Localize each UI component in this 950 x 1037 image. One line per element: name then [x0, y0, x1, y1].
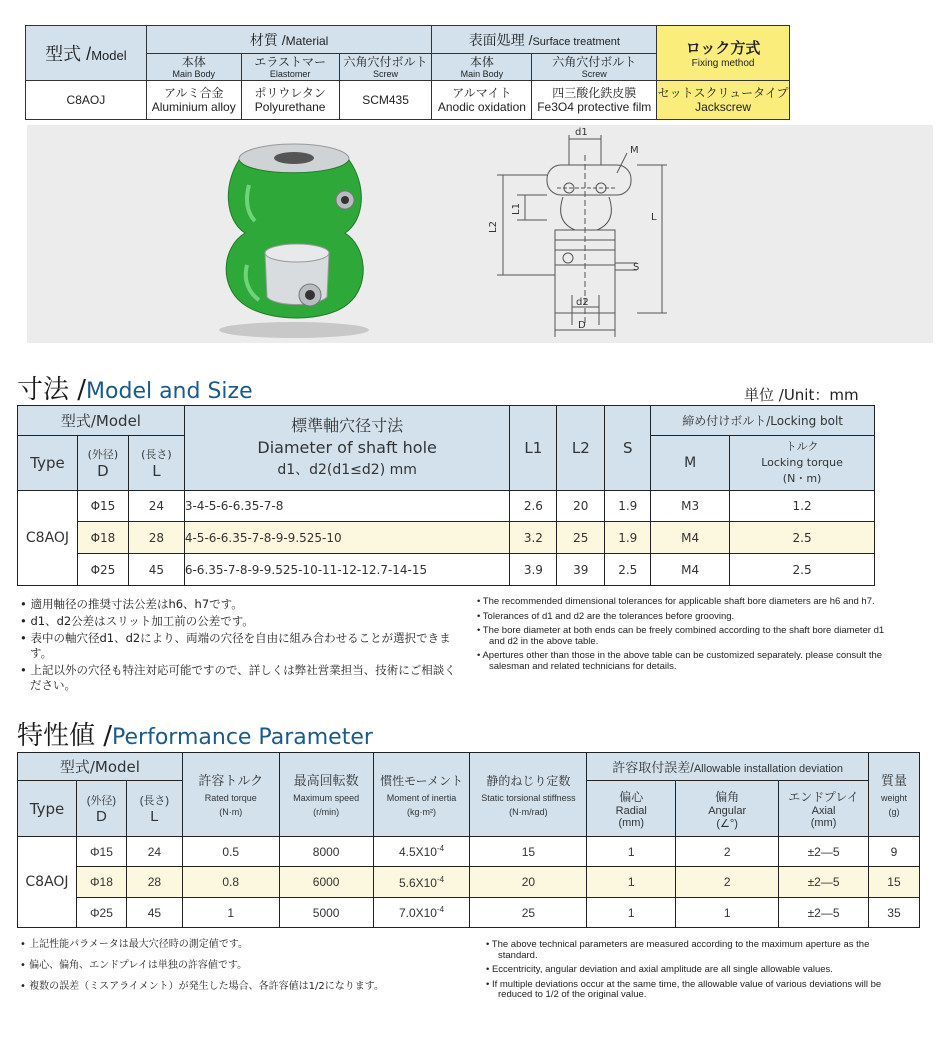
size-holes: 6-6.35-7-8-9-9.525-10-11-12-12.7-14-15 [184, 554, 510, 586]
size-type-value: C8AOJ [18, 491, 78, 586]
list-item: • 適用軸径の推奨寸法公差はh6、h7です。 [20, 597, 243, 611]
size-L1: 2.6 [510, 491, 557, 522]
size-model-header: 型式/Model [18, 406, 185, 436]
L2-header: L2 [557, 406, 605, 491]
perf-torque: 0.8 [182, 867, 279, 898]
stiffness-header: 静的ねじり定数 Static torsional stiffness (N·m/rad) [470, 753, 587, 837]
size-D: Φ25 [77, 554, 128, 586]
perf-D-header: (外径) D [76, 781, 126, 837]
perf-speed: 5000 [279, 898, 373, 928]
dim-S-label: S [633, 262, 640, 273]
list-item: • Apertures other than those in the above table can be customized separately. please consult the salesman and related technicians for details. [477, 650, 883, 672]
perf-axial: ±2—5 [779, 837, 869, 867]
D-header: (外径) D [77, 436, 128, 491]
surface-header: 表面処理 /Surface treatment [432, 26, 657, 54]
size-torque: 2.5 [730, 554, 875, 586]
screw-material: SCM435 [339, 81, 432, 120]
perf-weight: 9 [868, 837, 919, 867]
table-row [18, 522, 875, 554]
list-item: • d1、d2公差はスリット加工前の公差です。 [20, 614, 254, 628]
size-M: M4 [651, 522, 730, 554]
size-holes: 3-4-5-6-6.35-7-8 [184, 491, 510, 522]
rated-torque-header: 許容トルク Rated torque (N·m) [182, 753, 279, 837]
weight-header: 質量 weight (g) [868, 753, 919, 837]
list-item: • Tolerances of d1 and d2 are the tolerances before grooving. [477, 610, 735, 622]
size-L2: 20 [557, 491, 605, 522]
size-L: 24 [128, 491, 184, 522]
S-header: S [605, 406, 651, 491]
perf-type-value: C8AOJ [18, 837, 77, 928]
main-body-material: アルミ合金 Aluminium alloy [146, 81, 241, 120]
perf-angular: 2 [676, 837, 779, 867]
fixing-method: セットスクリュータイプ Jackscrew [657, 81, 790, 120]
hole-diameter-header: 標準軸穴径寸法 Diameter of shaft hole d1、d2(d1≤d2) mm [184, 406, 510, 491]
surface-screw: 四三酸化鉄皮膜 Fe3O4 protective film [532, 81, 657, 120]
size-L2: 39 [557, 554, 605, 586]
table-row [18, 898, 920, 928]
material-model-header: 型式 /Model [26, 26, 147, 81]
list-item: • Eccentricity, angular deviation and axial amplitude are all single allowable values. [486, 964, 833, 975]
inertia-header: 慣性モーメント Moment of inertia (kg·m²) [373, 753, 470, 837]
size-torque: 1.2 [730, 491, 875, 522]
list-item: • 上記性能パラメータは最大穴径時の測定値です。 [20, 939, 248, 950]
size-table [17, 405, 875, 586]
dim-L1-label: L1 [511, 203, 522, 215]
perf-radial: 1 [587, 837, 676, 867]
perf-section-title: 特性値 /Performance Parameter [17, 721, 373, 751]
perf-radial: 1 [587, 898, 676, 928]
perf-D: Φ25 [76, 898, 126, 928]
surface-body: アルマイト Anodic oxidation [432, 81, 532, 120]
list-item: • 複数の誤差（ミスアライメント）が発生した場合、各許容値は1/2になります。 [20, 981, 384, 992]
perf-angular: 1 [676, 898, 779, 928]
dim-d1-label: d1 [575, 127, 588, 138]
size-L1: 3.9 [510, 554, 557, 586]
perf-L-header: (長さ) L [126, 781, 182, 837]
perf-inertia: $5.6X10^{-4}$ [373, 867, 470, 898]
torque-header: トルク Locking torque (N・m) [730, 436, 875, 491]
table-row [18, 867, 920, 898]
list-item: • The above technical parameters are measured according to the maximum aperture as the standard. [486, 939, 870, 961]
size-L2: 25 [557, 522, 605, 554]
perf-L: 45 [126, 898, 182, 928]
deviation-header: 許容取付誤差/Allowable installation deviation [587, 753, 869, 781]
angular-header: 偏角 Angular (∠°) [676, 781, 779, 837]
perf-axial: ±2—5 [779, 898, 869, 928]
radial-header: 偏心 Radial (mm) [587, 781, 676, 837]
table-row [18, 554, 875, 586]
L-header: (長さ) L [128, 436, 184, 491]
technical-drawing [27, 125, 933, 343]
dim-L-label: L [651, 212, 657, 223]
perf-L: 28 [126, 867, 182, 898]
perf-stiffness: 20 [470, 867, 587, 898]
col-screw: 六角穴付ボルト Screw [339, 54, 432, 81]
size-section-title: 寸法 /Model and Size [17, 375, 253, 405]
performance-table [17, 752, 920, 928]
list-item: • The recommended dimensional tolerances for applicable shaft bore diameters are h6 and h7. [477, 596, 875, 607]
material-model-value: C8AOJ [26, 81, 147, 120]
size-notes-jp [20, 597, 460, 695]
size-torque: 2.5 [730, 522, 875, 554]
size-D: Φ15 [77, 491, 128, 522]
table-row [18, 837, 920, 867]
size-M: M3 [651, 491, 730, 522]
unit-label: 単位 /Unit：mm [744, 386, 859, 404]
col-elastomer: エラストマー Elastomer [241, 54, 339, 81]
size-S: 1.9 [605, 522, 651, 554]
perf-inertia: $7.0X10^{-4}$ [373, 898, 470, 928]
L1-header: L1 [510, 406, 557, 491]
list-item: • 上記以外の穴径も特注対応可能ですので、詳しくは弊社営業担当、技術にご相談ください。 [20, 663, 456, 692]
perf-type-header: Type [18, 781, 77, 837]
elastomer-material: ポリウレタン Polyurethane [241, 81, 339, 120]
dim-L2-label: L2 [488, 221, 499, 233]
size-notes-en [477, 597, 902, 676]
list-item: • 表中の軸穴径d1、d2により、両端の穴径を自由に組み合わせることが選択できます。 [20, 631, 451, 660]
perf-stiffness: 15 [470, 837, 587, 867]
product-figure [27, 125, 933, 343]
perf-L: 24 [126, 837, 182, 867]
type-header: Type [18, 436, 78, 491]
dim-M-label: M [630, 145, 639, 156]
size-L: 28 [128, 522, 184, 554]
perf-angular: 2 [676, 867, 779, 898]
size-L: 45 [128, 554, 184, 586]
locking-bolt-header: 締め付けボルト/Locking bolt [651, 406, 875, 436]
perf-radial: 1 [587, 867, 676, 898]
perf-model-header: 型式/Model [18, 753, 183, 781]
perf-weight: 15 [868, 867, 919, 898]
material-header: 材質 /Material [146, 26, 432, 54]
perf-torque: 0.5 [182, 837, 279, 867]
size-holes: 4-5-6-6.35-7-8-9-9.525-10 [184, 522, 510, 554]
perf-D: Φ18 [76, 867, 126, 898]
perf-D: Φ15 [76, 837, 126, 867]
size-S: 2.5 [605, 554, 651, 586]
dim-D-label: D [578, 320, 586, 331]
perf-speed: 6000 [279, 867, 373, 898]
perf-speed: 8000 [279, 837, 373, 867]
max-speed-header: 最高回転数 Maximum speed (r/min) [279, 753, 373, 837]
material-table [25, 25, 790, 120]
axial-header: エンドプレイ Axial (mm) [779, 781, 869, 837]
list-item: • If multiple deviations occur at the same time, the allowable value of various deviations will be reduced to 1/2 of the original value. [486, 978, 882, 1000]
fixing-method-header: ロック方式 Fixing method [657, 26, 790, 81]
M-header: M [651, 436, 730, 491]
perf-inertia: $4.5X10^{-4}$ [373, 837, 470, 867]
size-L1: 3.2 [510, 522, 557, 554]
perf-weight: 35 [868, 898, 919, 928]
perf-notes-jp [20, 938, 470, 994]
perf-stiffness: 25 [470, 898, 587, 928]
size-D: Φ18 [77, 522, 128, 554]
size-M: M4 [651, 554, 730, 586]
dim-d2-label: d2 [576, 297, 589, 308]
size-S: 1.9 [605, 491, 651, 522]
table-row [18, 491, 875, 522]
perf-torque: 1 [182, 898, 279, 928]
list-item: • 偏心、偏角、エンドプレイは単独の許容値です。 [20, 960, 248, 971]
perf-axial: ±2—5 [779, 867, 869, 898]
col-surface-screw: 六角穴付ボルト Screw [532, 54, 657, 81]
col-main-body: 本体 Main Body [146, 54, 241, 81]
list-item: • The bore diameter at both ends can be freely combined according to the shaft bore diameter d1 and d2 in the above table. [477, 625, 885, 647]
col-surface-body: 本体 Main Body [432, 54, 532, 81]
perf-notes-en [486, 940, 906, 1005]
